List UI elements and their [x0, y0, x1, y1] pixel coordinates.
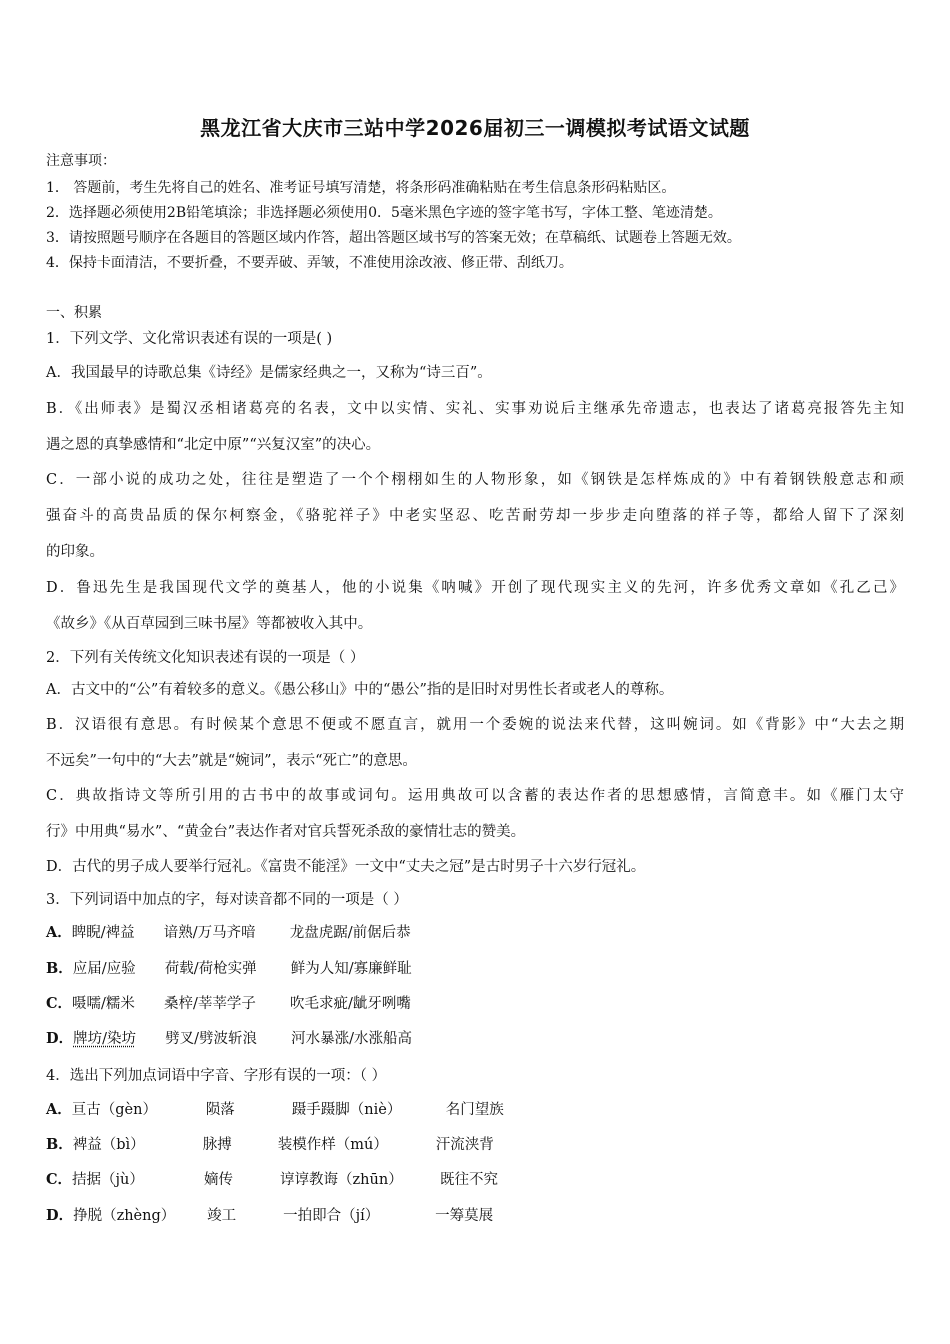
q1-stem: 1．下列文学、文化常识表述有误的一项是( ) [46, 331, 333, 347]
option-part: 装模作样（mú） [277, 1137, 388, 1153]
q4-option-b [46, 1133, 494, 1154]
q1-option-d-cont: 《故乡》《从百草园到三味书屋》等都被收入其中。 [46, 616, 373, 632]
section-heading: 一、积累 [46, 305, 102, 321]
q1-option-a: A．我国最早的诗歌总集《诗经》是儒家经典之一，又称为“诗三百”。 [46, 365, 492, 381]
option-part: 竣工 [207, 1208, 237, 1224]
page-title: 黑龙江省大庆市三站中学2026届初三一调模拟考试语文试题 [200, 116, 750, 140]
q3-option-d [46, 1027, 412, 1048]
q2-option-b-cont: 不远矣”一句中的“大去”就是“婉词”，表示“死亡”的意思。 [46, 753, 417, 769]
q4-option-c [46, 1168, 498, 1189]
notice-item: 4．保持卡面清洁，不要折叠，不要弄破、弄皱，不准使用涂改液、修正带、刮纸刀。 [46, 255, 573, 271]
option-label: B． [46, 1136, 73, 1153]
q4-option-d [46, 1204, 493, 1225]
q3-option-a [46, 921, 411, 942]
option-part: 名门望族 [445, 1102, 504, 1118]
option-label: A． [46, 924, 72, 941]
option-label: A． [46, 1101, 72, 1118]
option-part: 嗫嚅/糯米 [72, 996, 135, 1012]
option-part: 陨落 [205, 1102, 235, 1118]
q2-option-c-cont: 行》中用典“易水”、“黄金台”表达作者对官兵誓死杀敌的豪情壮志的赞美。 [46, 824, 526, 840]
q1-option-c: C．一部小说的成功之处，往往是塑造了一个个栩栩如生的人物形象，如《钢铁是怎样炼成的》中有着钢铁般意志和顽 [46, 472, 904, 488]
q2-stem: 2．下列有关传统文化知识表述有误的一项是（ ） [46, 650, 365, 666]
option-part: 牌坊/染坊 [73, 1031, 136, 1047]
option-part: 谆谆教诲（zhūn） [280, 1172, 403, 1188]
notice-item: 3．请按照题号顺序在各题目的答题区域内作答，超出答题区域书写的答案无效；在草稿纸、试题卷上答题无效。 [46, 230, 741, 246]
q2-option-b: B．汉语很有意思。有时候某个意思不便或不愿直言，就用一个委婉的说法来代替，这叫婉词。如《背影》中“大去之期 [46, 717, 904, 733]
option-label: C． [46, 1171, 73, 1188]
option-part: 亘古（gèn） [71, 1102, 157, 1118]
option-part: 嫡传 [204, 1172, 234, 1188]
q3-option-c [46, 992, 411, 1013]
option-part: 龙盘虎踞/前倨后恭 [289, 925, 411, 941]
q4-stem: 4．选出下列加点词语中字音、字形有误的一项：（ ） [46, 1068, 387, 1084]
option-label: D． [46, 1207, 74, 1224]
q2-option-a: A．古文中的“公”有着较多的意义。《愚公移山》中的“愚公”指的是旧时对男性长者或老人的尊称。 [46, 682, 674, 698]
q1-option-b: B．《出师表》是蜀汉丞相诸葛亮的名表，文中以实情、实礼、实事劝说后主继承先帝遗志，也表达了诸葛亮报答先主知 [46, 401, 904, 417]
q3-stem: 3．下列词语中加点的字，每对读音都不同的一项是（ ） [46, 892, 408, 908]
option-part: 荷载/荷枪实弹 [164, 961, 257, 977]
q1-option-d: D．鲁迅先生是我国现代文学的奠基人，他的小说集《呐喊》开创了现代现实主义的先河，许多优秀文章如《孔乙己》 [46, 580, 904, 596]
notice-item: 2．选择题必须使用2B铅笔填涂；非选择题必须使用0．5毫米黑色字迹的签字笔书写，字体工整、笔迹清楚。 [46, 205, 722, 221]
q1-option-c-cont: 的印象。 [46, 544, 104, 560]
q4-option-a [46, 1098, 504, 1119]
option-part: 拮据（jù） [72, 1172, 144, 1188]
q2-option-d: D．古代的男子成人要举行冠礼。《富贵不能淫》一文中“丈夫之冠”是古时男子十六岁行冠礼。 [46, 859, 646, 875]
option-label: B． [46, 960, 73, 977]
option-part: 劈叉/劈波斩浪 [165, 1031, 257, 1047]
option-part: 裨益（bì） [72, 1137, 145, 1153]
option-part: 蹑手蹑脚（niè） [291, 1102, 402, 1118]
q2-option-c: C．典故指诗文等所引用的古书中的故事或词句。运用典故可以含蓄的表达作者的思想感情，言简意丰。如《雁门太守 [46, 788, 904, 804]
option-part: 谙熟/万马齐喑 [163, 925, 256, 941]
q1-option-c-cont: 强奋斗的高贵品质的保尔柯察金，《骆驼祥子》中老实坚忍、吃苦耐劳却一步步走向堕落的祥子等，都给人留下了深刻 [46, 508, 904, 524]
notice-item: 1． 答题前，考生先将自己的姓名、准考证号填写清楚，将条形码准确粘贴在考生信息条形码粘贴区。 [46, 180, 676, 196]
q3-option-b [46, 957, 412, 978]
option-part: 既往不究 [440, 1172, 499, 1188]
notice-heading: 注意事项： [46, 153, 116, 169]
option-part: 鲜为人知/寡廉鲜耻 [290, 961, 412, 977]
option-label: C． [46, 995, 73, 1012]
option-part: 挣脱（zhèng） [73, 1208, 176, 1224]
option-part: 脉搏 [202, 1137, 232, 1153]
option-part: 桑梓/莘莘学子 [164, 996, 256, 1012]
option-part: 汗流浃背 [435, 1137, 494, 1153]
option-label: D． [46, 1030, 74, 1047]
option-part: 一拍即合（jí） [283, 1208, 380, 1224]
option-part: 一筹莫展 [435, 1208, 494, 1224]
option-part: 应届/应验 [72, 961, 136, 977]
q1-option-b-cont: 遇之恩的真挚感情和“北定中原”“兴复汉室”的决心。 [46, 437, 381, 453]
option-part: 睥睨/裨益 [71, 925, 135, 941]
option-part: 吹毛求疵/龇牙咧嘴 [290, 996, 411, 1012]
option-part: 河水暴涨/水涨船高 [291, 1031, 412, 1047]
